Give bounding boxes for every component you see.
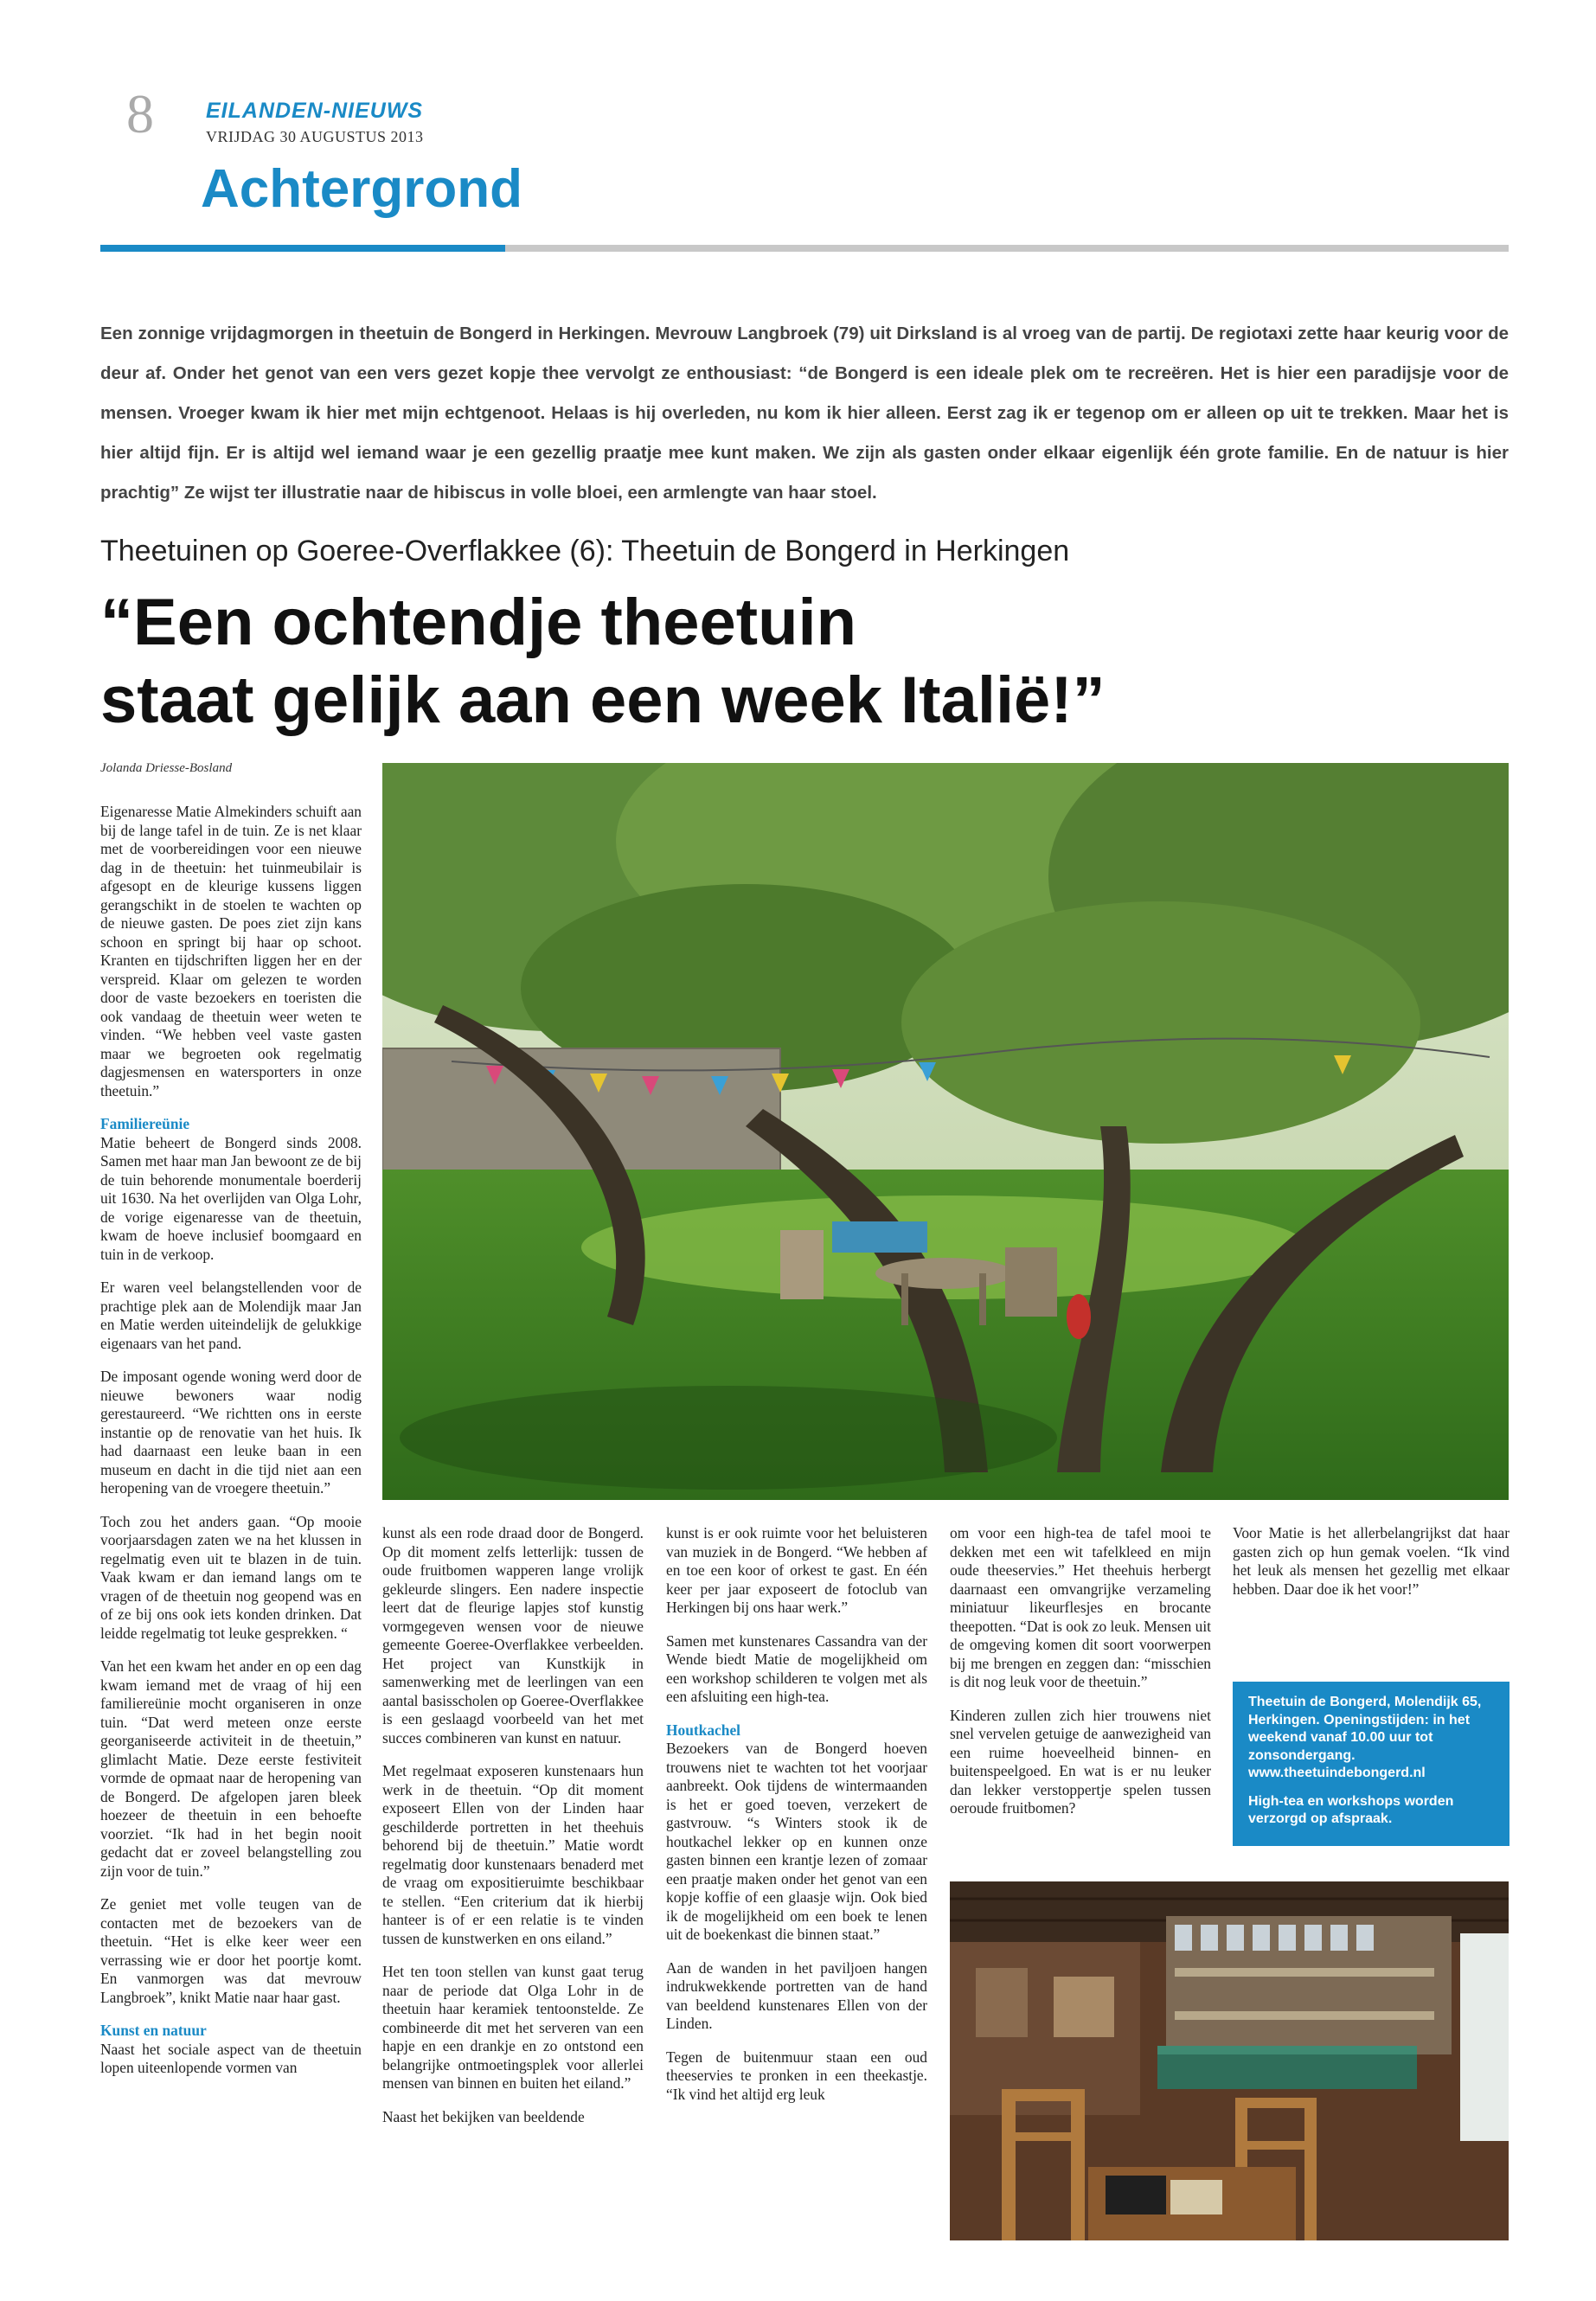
garden-photo xyxy=(382,763,1509,1500)
paragraph: Matie beheert de Bongerd sinds 2008. Samen met haar man Jan bewoont ze de bij de tuin behorende monumentale boerderij uit 1630. Na het overlijden van Olga Lohr, de vorige eigenaresse van de theetuin, kwam de hoeve inclusief boomgaard en tuin in de verkoop. xyxy=(100,1133,362,1263)
paragraph: Samen met kunstenares Cassandra van der Wende biedt Matie de mogelijkheid om een workshop schilderen te volgen met als een afsluiting een high-tea. xyxy=(666,1631,927,1705)
article-column-5 xyxy=(1233,1524,1509,1613)
date-line: VRIJDAG 30 AUGUSTUS 2013 xyxy=(206,128,424,145)
paragraph: Tegen de buitenmuur staan een oud theeservies te pronken in een theekastje. “Ik vind het altijd erg leuk xyxy=(666,2048,927,2103)
masthead-logo: EILANDEN-NIEUWS xyxy=(206,99,424,123)
paragraph: Aan de wanden in het paviljoen hangen indrukwekkende portretten van de hand van beeldend kunstenares Ellen von der Linden. xyxy=(666,1958,927,2032)
section-rule-accent xyxy=(100,245,505,252)
paragraph: Van het een kwam het ander en op een dag kwam iemand met de vraag of hij een familiereünie mocht organiseren in onze tuin. “Dat werd meteen onze eerste georganiseerde activiteit in de theetuin,” glimlacht Matie. Deze eerste festiviteit vormde de opmaat naar de heropening van de Bongerd. De afgelopen jaren bleek hoezeer de theetuin in een behoefte voorziet. “Ik had in het begin nooit gedacht dat er zoveel belangstelling zou zijn voor de tuin.” xyxy=(100,1657,362,1880)
info-box-address: Theetuin de Bongerd, Molendijk 65, Herkingen. Openingstijden: in het weekend vanaf 10.00 uur tot zonsondergang. www.theetuindebongerd.nl xyxy=(1248,1695,1482,1780)
paragraph: kunst als een rode draad door de Bongerd. Op dit moment zelfs letterlijk: tussen de oude fruitbomen wapperen lange vrolijk gekleurde slingers. Een nadere inspectie leert dat de fleurige lapjes stof kunstig vormgegeven wensen voor de nieuwe gemeente Goeree-Overflakkee verbeelden. Het project van Kunstkijk in samenwerking met de leerlingen van een aantal basisscholen op Goeree-Overflakkee is een geslaagd voorbeeld van het met succes combineren van kunst en natuur. xyxy=(382,1524,644,1747)
paragraph: Het ten toon stellen van kunst gaat terug naar de periode dat Olga Lohr in de theetuin haar keramiek tentoonstelde. Ze combineerde dit met het serveren van een hapje en een drankje en zo ontstond een belangrijke ontmoetingsplek voor allerlei mensen van binnen en buiten het eiland.” xyxy=(382,1963,644,2092)
article-column-4 xyxy=(950,1524,1211,1833)
info-box xyxy=(1233,1682,1509,1846)
paragraph: Eigenaresse Matie Almekinders schuift aan bij de lange tafel in de tuin. Ze is net klaar met de voorbereidingen voor een nieuwe dag in de theetuin: het tuinmeubilair is afgesopt en de kleurige kussens liggen gerangschikt in de stoelen te wachten op de nieuwe gasten. De poes ziet zijn kans schoon en springt bij haar op schoot. Kranten en tijdschriften liggen her en der verspreid. Klaar om gelezen te worden door de vaste bezoekers en toeristen die ook vandaag de theetuin weer weten te vinden. “We hebben veel vaste gasten maar we begroeten ook regelmatig dagjesmensen en watersporters in onze theetuin.” xyxy=(100,803,362,1099)
page-number: 8 xyxy=(126,83,154,144)
paragraph: Voor Matie is het allerbelangrijkst dat haar gasten zich op hun gemak voelen. “Ik vind het leuk als mensen het gezellig met elkaar hebben. Daar doe ik het voor!” xyxy=(1233,1524,1509,1598)
subheading-kunst-en-natuur: Kunst en natuur xyxy=(100,2022,207,2039)
garden-photo-illustration xyxy=(382,763,1509,1500)
tearoom-interior-photo xyxy=(950,1881,1509,2240)
paragraph: Naast het sociale aspect van de theetuin lopen uiteenlopende vormen van xyxy=(100,2040,362,2076)
section-title: Achtergrond xyxy=(201,159,522,219)
paragraph: kunst is er ook ruimte voor het beluisteren van muziek in de Bongerd. “We hebben af en toe een koor of orkest te gast. En één keer per jaar exposeert de fotoclub van Herkingen bij ons haar werk.” xyxy=(666,1524,927,1616)
paragraph: Naast het bekijken van beeldende xyxy=(382,2107,585,2125)
article-kicker: Theetuinen op Goeree-Overflakkee (6): Theetuin de Bongerd in Herkingen xyxy=(100,535,1070,567)
intro-paragraph: Een zonnige vrijdagmorgen in theetuin de Bongerd in Herkingen. Mevrouw Langbroek (79) uit Dirksland is al vroeg van de partij. De regiotaxi zette haar keurig voor de deur af. Onder het genot van een vers gezet kopje thee vervolgt ze enthousiast: “de Bongerd is een ideale plek om te recreëren. Het is hier een paradijsje voor de mensen. Vroeger kwam ik hier met mijn echtgenoot. Helaas is hij overleden, nu kom ik hier alleen. Eerst zag ik er tegenop om er alleen op uit te trekken. Maar het is hier altijd fijn. Er is altijd wel iemand waar je een gezellig praatje mee kunt maken. We zijn als gasten onder elkaar eigenlijk één grote familie. En de natuur is hier prachtig” Ze wijst ter illustratie naar de hibiscus in volle bloei, een armlengte van haar stoel. xyxy=(100,324,1509,503)
article-column-3 xyxy=(666,1524,927,2118)
paragraph: om voor een high-tea de tafel mooi te dekken met een wit tafelkleed en mijn oude theeservies.” Het theehuis herbergt daarnaast een omvangrijke verzameling miniatuur likeurflesjes en brocante theepotten. “Dat is ook zo leuk. Mensen uit de omgeving komen dit soort voorwerpen bij me brengen en zeggen dan: “misschien is dit nog leuk voor de theetuin.” xyxy=(950,1524,1211,1690)
paragraph: Toch zou het anders gaan. “Op mooie voorjaarsdagen zaten we na het klussen in regelmatig even uit te blazen in de tuin. Vaak kwam er dan iemand langs om te vragen of de theetuin nog geopend was en of ze bij ons ook iets konden drinken. Dat leidde regelmatig tot leuke gesprekken. “ xyxy=(100,1512,362,1642)
info-box-note: High-tea en workshops worden verzorgd op afspraak. xyxy=(1248,1793,1454,1826)
paragraph: De imposant ogende woning werd door de nieuwe bewoners waar nodig gerestaureerd. “We richtten ons in eerste instantie op de renovatie van het huis. Ik had daarnaast een leuke baan in een museum en dacht in die tijd niet aan een heropening van de vroegere theetuin.” xyxy=(100,1368,362,1497)
subheading-familiereunie: Familiereünie xyxy=(100,1115,190,1132)
article-column-1 xyxy=(100,803,362,2093)
article-headline xyxy=(100,584,1519,740)
byline: Jolanda Driesse-Bosland xyxy=(100,761,233,775)
subheading-houtkachel: Houtkachel xyxy=(666,1721,740,1739)
headline-line-1: “Een ochtendje theetuin xyxy=(100,586,857,659)
section-rule xyxy=(505,245,1509,252)
headline-line-2: staat gelijk aan een week Italië!” xyxy=(100,663,1106,737)
paragraph: Ze geniet met volle teugen van de contacten met de bezoekers van de theetuin. “Het is elke keer weer een verrassing wie er door het poortje komt. En vanmorgen was dat mevrouw Langbroek”, knikt Matie naar haar gast. xyxy=(100,1895,362,2006)
paragraph: Bezoekers van de Bongerd hoeven trouwens niet te wachten tot het voorjaar aanbreekt. Ook tijdens de wintermaanden is het er goed toeven, verzekert de gastvrouw. “s Winters stook ik de houtkachel lekker op en kunnen onze gasten binnen een krantje lezen of zomaar een praatje maken onder het genot van een kopje koffie of een glaasje wijn. Ook bied ik de mogelijkheid om een boek te lenen uit de boekenkast die binnen staat.” xyxy=(666,1740,927,1943)
paragraph: Kinderen zullen zich hier trouwens niet snel vervelen getuige de aanwezigheid van een ruime hoeveelheid binnen- en buitenspeelgoed. En wat is er nu leuker dan lekker verstoppertje spelen tussen oeroude fruitbomen? xyxy=(950,1706,1211,1817)
article-column-2 xyxy=(382,1524,644,2141)
tearoom-interior-illustration xyxy=(950,1881,1509,2240)
paragraph: Er waren veel belangstellenden voor de prachtige plek aan de Molendijk maar Jan en Matie werden uiteindelijk de gelukkige eigenaars van het pand. xyxy=(100,1279,362,1352)
paragraph: Met regelmaat exposeren kunstenaars hun werk in de theetuin. “Op dit moment exposeert Ellen von der Linden haar geschilderde portretten in het theehuis behorend bij de theetuin.” Matie wordt regelmatig door kunstenaars benaderd met de vraag om expositieruimte beschikbaar te stellen. “Een criterium dat ik hierbij hanteer is of er een relatie is te vinden tussen de kunstwerken en ons eiland.” xyxy=(382,1762,644,1947)
